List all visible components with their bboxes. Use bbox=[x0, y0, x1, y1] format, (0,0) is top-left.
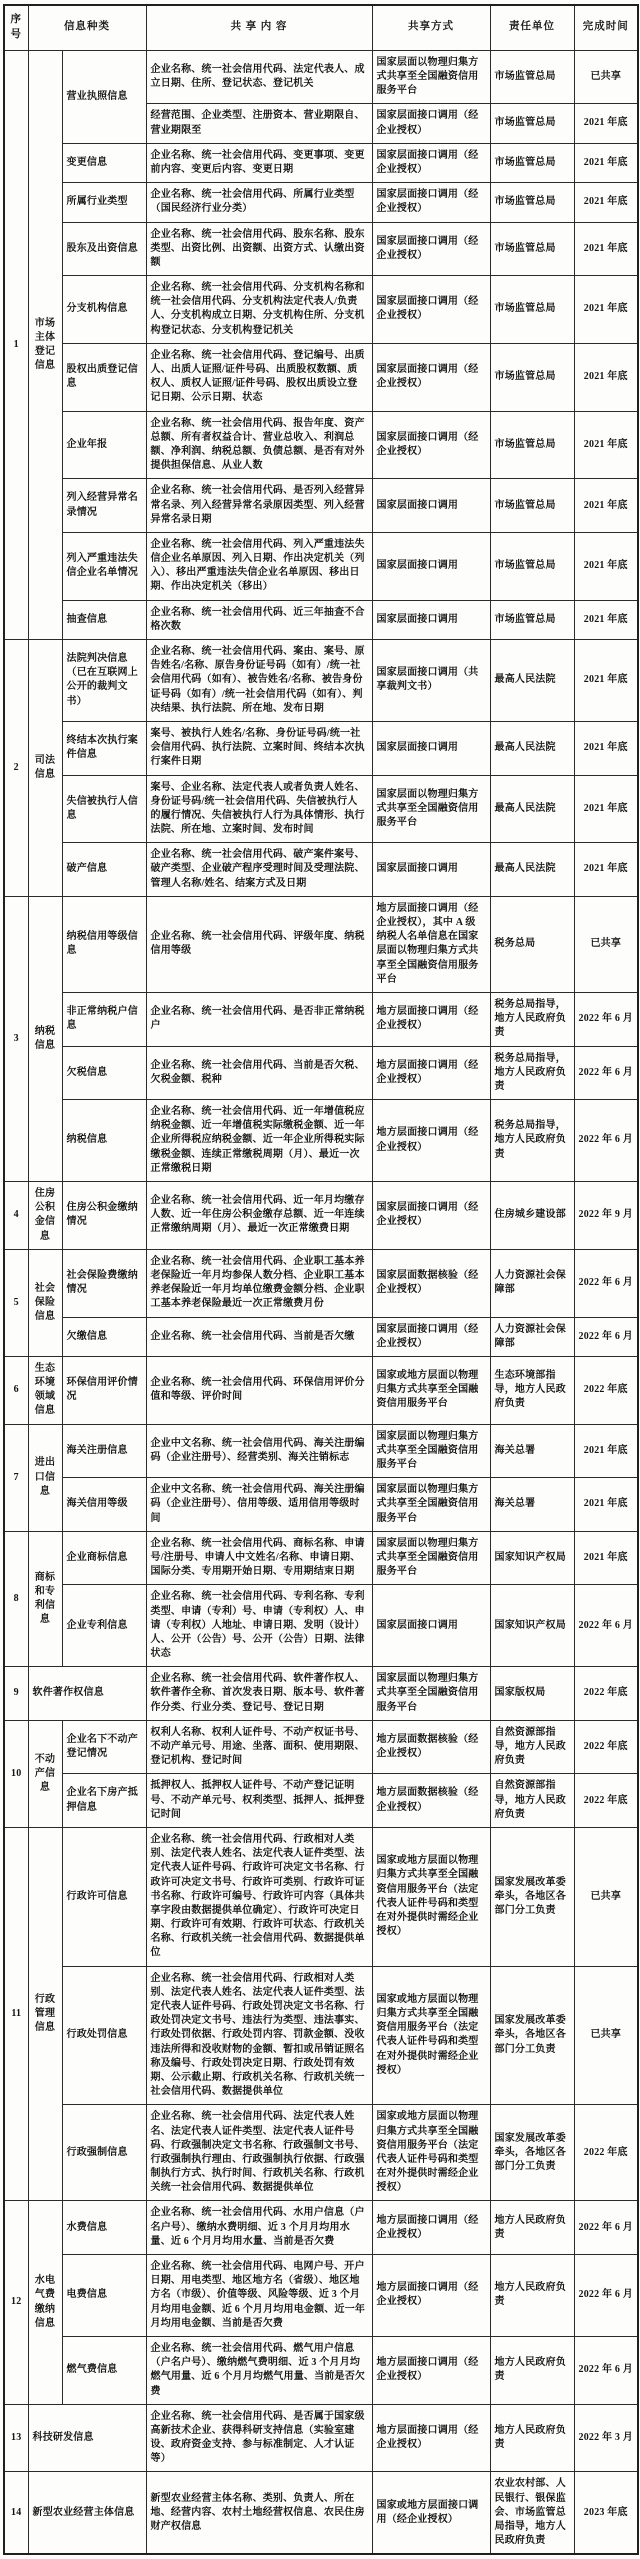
sharing-method-cell: 国家层面接口调用（经企业授权） bbox=[372, 411, 490, 479]
sharing-method-cell: 地方层面接口调用（经企业授权） bbox=[372, 1100, 490, 1182]
info-category-group-label: 社会保险信息 bbox=[28, 1249, 62, 1356]
info-type-label: 法院判决信息（已在互联网上公开的裁判文书） bbox=[62, 640, 146, 722]
info-type-label: 社会保险费缴纳情况 bbox=[62, 1249, 146, 1317]
completion-time-cell: 2022 年底 bbox=[574, 1720, 638, 1774]
table-row bbox=[4, 2336, 638, 2404]
row-serial-number: 13 bbox=[4, 2404, 28, 2472]
shared-content-cell: 企业名称、统一社会信用代码、评级年度、纳税信用等级 bbox=[146, 896, 372, 992]
shared-content-cell: 抵押权人、抵押权人证件号、不动产登记证明号、不动产单元号、权利类型、抵押人、抵押登记时间 bbox=[146, 1774, 372, 1828]
table-row bbox=[4, 2472, 638, 2554]
responsible-unit-cell: 地方人民政府负责 bbox=[490, 2255, 574, 2337]
responsible-unit-cell: 国家知识产权局 bbox=[490, 1531, 574, 1585]
table-row bbox=[4, 343, 638, 411]
table-row bbox=[4, 276, 638, 344]
completion-time-cell: 2021 年底 bbox=[574, 640, 638, 722]
completion-time-cell: 2022 年 9 月 bbox=[574, 1182, 638, 1250]
sharing-method-cell: 国家层面接口调用（经企业授权） bbox=[372, 104, 490, 143]
table-row bbox=[4, 1249, 638, 1317]
info-type-label: 股权出质登记信息 bbox=[62, 343, 146, 411]
table-row bbox=[4, 992, 638, 1046]
sharing-method-cell: 国家层面接口调用（经企业授权） bbox=[372, 343, 490, 411]
info-sharing-table bbox=[3, 4, 639, 2555]
sharing-method-cell: 地方层面接口调用（经企业授权） bbox=[372, 2201, 490, 2255]
info-category-group-label: 纳税信息 bbox=[28, 896, 62, 1181]
completion-time-cell: 2021 年底 bbox=[574, 143, 638, 182]
shared-content-cell: 企业名称、统一社会信用代码、当前是否欠缴 bbox=[146, 1317, 372, 1356]
completion-time-cell: 2021 年底 bbox=[574, 532, 638, 600]
completion-time-cell: 2022 年底 bbox=[574, 1356, 638, 1424]
row-serial-number: 12 bbox=[4, 2201, 28, 2404]
sharing-method-cell: 国家层面接口调用（经企业授权） bbox=[372, 1317, 490, 1356]
sharing-method-cell: 国家或地方层面接口调用（经企业授权） bbox=[372, 2472, 490, 2554]
table-row bbox=[4, 896, 638, 992]
table-row bbox=[4, 1478, 638, 1532]
completion-time-cell: 2021 年底 bbox=[574, 343, 638, 411]
shared-content-cell: 企业名称、统一社会信用代码、行政相对人类别、法定代表人姓名、法定代表人证件类型、法定代表人证件号码、行政许可决定文书名称、行政许可决定文书号、行政许可类别、行政许可证书名称、行政许可编号、行政许可内容（具体共享字段由数据提供单位确定）、行政许可决定日期、行政许可有效期、行政许可状态、行政机关名称、行政机关统一社会信用代码、数据提供单位 bbox=[146, 1827, 372, 1966]
responsible-unit-cell: 市场监管总局 bbox=[490, 600, 574, 639]
sharing-method-cell: 国家层面以物理归集方式共享至全国融资信用服务平台 bbox=[372, 1531, 490, 1585]
info-type-label: 破产信息 bbox=[62, 843, 146, 897]
info-category-group-label: 住房公积金信息 bbox=[28, 1182, 62, 1250]
info-category-group-label: 生态环境领域信息 bbox=[28, 1356, 62, 1424]
sharing-method-cell: 国家层面数据核验（经企业授权） bbox=[372, 1249, 490, 1317]
sharing-method-cell: 国家层面以物理归集方式共享至全国融资信用服务平台 bbox=[372, 1667, 490, 1721]
responsible-unit-cell: 海关总署 bbox=[490, 1424, 574, 1478]
sharing-method-cell: 地方层面接口调用（经企业授权） bbox=[372, 2404, 490, 2472]
responsible-unit-cell: 地方人民政府负责 bbox=[490, 2336, 574, 2404]
shared-content-cell: 企业名称、统一社会信用代码、企业职工基本养老保险近一年月均参保人数分档、企业职工基本养老保险近一年月均单位缴费金额分档、企业职工基本养老保险最近一次正常缴费月份 bbox=[146, 1249, 372, 1317]
responsible-unit-cell: 地方人民政府负责 bbox=[490, 2201, 574, 2255]
shared-content-cell: 企业名称、统一社会信用代码、环保信用评价分值和等级、评价时间 bbox=[146, 1356, 372, 1424]
row-serial-number: 9 bbox=[4, 1667, 28, 1721]
completion-time-cell: 2022 年 6 月 bbox=[574, 1100, 638, 1182]
shared-content-cell: 企业中文名称、统一社会信用代码、海关注册编码（企业注册号）、经营类别、海关注销标志 bbox=[146, 1424, 372, 1478]
completion-time-cell: 2021 年底 bbox=[574, 183, 638, 222]
info-type-label: 终结本次执行案件信息 bbox=[62, 721, 146, 775]
responsible-unit-cell: 税务总局指导，地方人民政府负责 bbox=[490, 992, 574, 1046]
table-row bbox=[4, 600, 638, 639]
table-row bbox=[4, 479, 638, 533]
info-type-label: 海关注册信息 bbox=[62, 1424, 146, 1478]
responsible-unit-cell: 市场监管总局 bbox=[490, 104, 574, 143]
responsible-unit-cell: 地方人民政府负责 bbox=[490, 2404, 574, 2472]
sharing-method-cell: 国家或地方层面以物理归集方式共享至全国融资信用服务平台（法定代表人证件号码和类型在对外提供时需经企业授权） bbox=[372, 1827, 490, 1966]
completion-time-cell: 已共享 bbox=[574, 1827, 638, 1966]
responsible-unit-cell: 生态环境部指导，地方人民政府负责 bbox=[490, 1356, 574, 1424]
completion-time-cell: 已共享 bbox=[574, 896, 638, 992]
info-type-label: 企业商标信息 bbox=[62, 1531, 146, 1585]
sharing-method-cell: 国家层面接口调用 bbox=[372, 532, 490, 600]
info-type-label: 环保信用评价情况 bbox=[62, 1356, 146, 1424]
table-row bbox=[4, 1046, 638, 1100]
completion-time-cell: 2022 年 6 月 bbox=[574, 1249, 638, 1317]
responsible-unit-cell: 市场监管总局 bbox=[490, 183, 574, 222]
info-type-label: 水费信息 bbox=[62, 2201, 146, 2255]
sharing-method-cell: 国家或地方层面以物理归集方式共享至全国融资信用服务平台（法定代表人证件号码和类型在对外提供时需经企业授权） bbox=[372, 1966, 490, 2105]
responsible-unit-cell: 市场监管总局 bbox=[490, 222, 574, 276]
shared-content-cell: 企业名称、统一社会信用代码、是否列入经营异常名录、列入经营异常名录原因类型、列入经营异常名录日期 bbox=[146, 479, 372, 533]
responsible-unit-cell: 国家发展改革委牵头，各地区各部门分工负责 bbox=[490, 1966, 574, 2105]
sharing-method-cell: 地方层面接口调用（经企业授权） bbox=[372, 2336, 490, 2404]
responsible-unit-cell: 税务总局 bbox=[490, 896, 574, 992]
row-serial-number: 4 bbox=[4, 1182, 28, 1250]
shared-content-cell: 企业名称、统一社会信用代码、法定代表人姓名、法定代表人证件类型、法定代表人证件号码、行政强制决定文书名称、行政强制文书号、行政强制执行理由、行政强制执行依据、行政强制执行方式、执行时间、行政机关名称、行政机关统一社会信用代码、数据提供单位 bbox=[146, 2105, 372, 2201]
table-row bbox=[4, 1182, 638, 1250]
responsible-unit-cell: 自然资源部指导，地方人民政府负责 bbox=[490, 1774, 574, 1828]
completion-time-cell: 2022 年底 bbox=[574, 2105, 638, 2201]
completion-time-cell: 2022 年 6 月 bbox=[574, 992, 638, 1046]
info-type-label: 行政处罚信息 bbox=[62, 1966, 146, 2105]
shared-content-cell: 企业名称、统一社会信用代码、案由、案号、原告姓名/名称、原告身份证号码（如有）/统一社会信用代码（如有）、被告姓名/名称、被告身份证号码（如有）/统一社会信用代码（如有）、判决结果、执行法院、所在地、发布日期 bbox=[146, 640, 372, 722]
responsible-unit-cell: 最高人民法院 bbox=[490, 775, 574, 843]
completion-time-cell: 2021 年底 bbox=[574, 104, 638, 143]
shared-content-cell: 权利人名称、权利人证件号、不动产权证书号、不动产单元号、用途、坐落、面积、使用期限、登记机构、登记时间 bbox=[146, 1720, 372, 1774]
responsible-unit-cell: 农业农村部、人民银行、银保监会、市场监管总局指导，地方人民政府负责 bbox=[490, 2472, 574, 2554]
responsible-unit-cell: 市场监管总局 bbox=[490, 276, 574, 344]
completion-time-cell: 2021 年底 bbox=[574, 1424, 638, 1478]
row-serial-number: 7 bbox=[4, 1424, 28, 1531]
responsible-unit-cell: 人力资源社会保障部 bbox=[490, 1249, 574, 1317]
row-serial-number: 5 bbox=[4, 1249, 28, 1356]
header-shared-content: 共 享 内 容 bbox=[146, 5, 372, 50]
shared-content-cell: 企业名称、统一社会信用代码、当前是否欠税、欠税金额、税种 bbox=[146, 1046, 372, 1100]
shared-content-cell: 企业名称、统一社会信用代码、法定代表人、成立日期、住所、登记状态、登记机关 bbox=[146, 50, 372, 104]
completion-time-cell: 2021 年底 bbox=[574, 721, 638, 775]
sharing-method-cell: 地方层面数据核验（经企业授权） bbox=[372, 1774, 490, 1828]
table-row bbox=[4, 2201, 638, 2255]
table-row bbox=[4, 1100, 638, 1182]
sharing-method-cell: 地方层面数据核验（经企业授权） bbox=[372, 1720, 490, 1774]
completion-time-cell: 2022 年 6 月 bbox=[574, 1046, 638, 1100]
table-row bbox=[4, 2105, 638, 2201]
shared-content-cell: 企业名称、统一社会信用代码、商标名称、申请号/注册号、申请人中文姓名/名称、申请日期、国际分类、专用期开始日期、专用期结束日期 bbox=[146, 1531, 372, 1585]
info-type-label: 行政强制信息 bbox=[62, 2105, 146, 2201]
completion-time-cell: 2023 年底 bbox=[574, 2472, 638, 2554]
info-type-label: 海关信用等级 bbox=[62, 1478, 146, 1532]
header-responsible-unit: 责任单位 bbox=[490, 5, 574, 50]
completion-time-cell: 2021 年底 bbox=[574, 600, 638, 639]
table-row bbox=[4, 222, 638, 276]
table-row bbox=[4, 1827, 638, 1966]
table-row bbox=[4, 1720, 638, 1774]
info-type-label: 住房公积金缴纳情况 bbox=[62, 1182, 146, 1250]
completion-time-cell: 2022 年 6 月 bbox=[574, 1585, 638, 1667]
shared-content-cell: 企业名称、统一社会信用代码、登记编号、出质人、出质人证照/证件号码、出质股权数额、质权人、质权人证照/证件号码、股权出质设立登记日期、公示日期、状态 bbox=[146, 343, 372, 411]
responsible-unit-cell: 市场监管总局 bbox=[490, 479, 574, 533]
table-row bbox=[4, 1774, 638, 1828]
info-type-label: 企业年报 bbox=[62, 411, 146, 479]
shared-content-cell: 企业名称、统一社会信用代码、专利名称、专利类型、申请（专利）号、申请（专利权）人、申请（专利权）人地址、申请日期、发明（设计）人、公开（公告）号、公开（公告）日期、法律状态 bbox=[146, 1585, 372, 1667]
row-serial-number: 1 bbox=[4, 50, 28, 639]
completion-time-cell: 2022 年 6 月 bbox=[574, 2201, 638, 2255]
responsible-unit-cell: 最高人民法院 bbox=[490, 640, 574, 722]
completion-time-cell: 2021 年底 bbox=[574, 775, 638, 843]
table-row bbox=[4, 1966, 638, 2105]
completion-time-cell: 2021 年底 bbox=[574, 479, 638, 533]
table-row bbox=[4, 1317, 638, 1356]
shared-content-cell: 案号、被执行人姓名/名称、身份证号码/统一社会信用代码、执行法院、立案时间、终结本次执行案件日期 bbox=[146, 721, 372, 775]
shared-content-cell: 企业名称、统一社会信用代码、近一年月均缴存人数、近一年住房公积金缴存总额、近一年连续正常缴纳周期（月）、最近一次正常缴费日期 bbox=[146, 1182, 372, 1250]
sharing-method-cell: 地方层面接口调用（经企业授权） bbox=[372, 992, 490, 1046]
completion-time-cell: 2021 年底 bbox=[574, 1531, 638, 1585]
responsible-unit-cell: 国家知识产权局 bbox=[490, 1585, 574, 1667]
shared-content-cell: 企业名称、统一社会信用代码、软件著作权人、软件著作全称、首次发表日期、版本号、软件著作分类、行业分类、登记号、登记日期 bbox=[146, 1667, 372, 1721]
table-row bbox=[4, 143, 638, 182]
info-type-label: 行政许可信息 bbox=[62, 1827, 146, 1966]
info-category-group-label: 司法信息 bbox=[28, 640, 62, 897]
sharing-method-cell: 国家层面以物理归集方式共享至全国融资信用服务平台 bbox=[372, 1478, 490, 1532]
info-type-label: 企业专利信息 bbox=[62, 1585, 146, 1667]
shared-content-cell: 企业名称、统一社会信用代码、变更事项、变更前内容、变更后内容、变更日期 bbox=[146, 143, 372, 182]
shared-content-cell: 企业名称、统一社会信用代码、是否属于国家级高新技术企业、获得科研支持信息（实验室建设、政府资金支持、参与标准制定、人才认证等） bbox=[146, 2404, 372, 2472]
sharing-method-cell: 国家层面接口调用（共享裁判文书） bbox=[372, 640, 490, 722]
info-type-label: 企业名下不动产登记情况 bbox=[62, 1720, 146, 1774]
info-type-label: 欠税信息 bbox=[62, 1046, 146, 1100]
sharing-method-cell: 地方层面接口调用（经企业授权） bbox=[372, 2255, 490, 2337]
completion-time-cell: 2022 年 6 月 bbox=[574, 1317, 638, 1356]
info-category-merged-label: 软件著作权信息 bbox=[28, 1667, 146, 1721]
sharing-method-cell: 国家层面以物理归集方式共享至全国融资信用服务平台 bbox=[372, 775, 490, 843]
shared-content-cell: 企业名称、统一社会信用代码、水用户信息（户名户号）、缴纳水费明细、近 3 个月月均用水量、近 6 个月月均用水量、当前是否欠费 bbox=[146, 2201, 372, 2255]
info-type-label: 企业名下房产抵押信息 bbox=[62, 1774, 146, 1828]
table-row bbox=[4, 1531, 638, 1585]
shared-content-cell: 企业名称、统一社会信用代码、近三年抽查不合格次数 bbox=[146, 600, 372, 639]
info-type-label: 列入严重违法失信企业名单情况 bbox=[62, 532, 146, 600]
info-type-label: 列入经营异常名录情况 bbox=[62, 479, 146, 533]
info-category-group-label: 行政管理信息 bbox=[28, 1827, 62, 2201]
row-serial-number: 3 bbox=[4, 896, 28, 1181]
sharing-method-cell: 国家层面接口调用（经企业授权） bbox=[372, 1182, 490, 1250]
completion-time-cell: 2021 年底 bbox=[574, 222, 638, 276]
sharing-method-cell: 国家层面接口调用（经企业授权） bbox=[372, 183, 490, 222]
shared-content-cell: 企业名称、统一社会信用代码、分支机构名称和统一社会信用代码、分支机构法定代表人/负责人、分支机构成立日期、分支机构住所、分支机构登记状态、分支机构登记机关 bbox=[146, 276, 372, 344]
responsible-unit-cell: 住房城乡建设部 bbox=[490, 1182, 574, 1250]
table-row bbox=[4, 1356, 638, 1424]
info-category-merged-label: 新型农业经营主体信息 bbox=[28, 2472, 146, 2554]
shared-content-cell: 企业名称、统一社会信用代码、燃气用户信息（户名户号）、缴纳燃气费明细、近 3 个月月均燃气用量、近 6 个月月均燃气用量、当前是否欠费 bbox=[146, 2336, 372, 2404]
row-serial-number: 2 bbox=[4, 640, 28, 897]
shared-content-cell: 新型农业经营主体名称、类别、负责人、所在地、经营内容、农村土地经营权信息、农民住房财产权信息 bbox=[146, 2472, 372, 2554]
sharing-method-cell: 国家层面接口调用（经企业授权） bbox=[372, 143, 490, 182]
table-row bbox=[4, 721, 638, 775]
row-serial-number: 11 bbox=[4, 1827, 28, 2201]
shared-content-cell: 企业名称、统一社会信用代码、股东名称、股东类型、出资比例、出资额、出资方式、认缴出资额 bbox=[146, 222, 372, 276]
row-serial-number: 6 bbox=[4, 1356, 28, 1424]
header-serial-number: 序号 bbox=[4, 5, 28, 50]
table-row bbox=[4, 411, 638, 479]
table-header-row bbox=[4, 5, 638, 50]
table-row bbox=[4, 1585, 638, 1667]
sharing-method-cell: 地方层面接口调用（经企业授权） bbox=[372, 1046, 490, 1100]
header-sharing-method: 共享方式 bbox=[372, 5, 490, 50]
shared-content-cell: 企业名称、统一社会信用代码、行政相对人类别、法定代表人姓名、法定代表人证件类型、法定代表人证件号码、行政处罚决定文书名称、行政处罚决定文书号、违法行为类型、违法事实、行政处罚依据、行政处罚内容、罚款金额、没收违法所得和没收财物的金额、暂扣或吊销证照名称及编号、行政处罚决定日期、行政处罚有效期、公示截止期、行政机关名称、行政机关统一社会信用代码、数据提供单位 bbox=[146, 1966, 372, 2105]
table-row bbox=[4, 50, 638, 104]
sharing-method-cell: 国家层面接口调用 bbox=[372, 1585, 490, 1667]
responsible-unit-cell: 税务总局指导，地方人民政府负责 bbox=[490, 1046, 574, 1100]
shared-content-cell: 企业名称、统一社会信用代码、是否非正常纳税户 bbox=[146, 992, 372, 1046]
table-row bbox=[4, 640, 638, 722]
completion-time-cell: 已共享 bbox=[574, 1966, 638, 2105]
responsible-unit-cell: 市场监管总局 bbox=[490, 50, 574, 104]
sharing-method-cell: 国家层面接口调用 bbox=[372, 721, 490, 775]
info-category-group-label: 不动产信息 bbox=[28, 1720, 62, 1827]
sharing-method-cell: 国家层面接口调用（经企业授权） bbox=[372, 222, 490, 276]
completion-time-cell: 2022 年 6 月 bbox=[574, 2336, 638, 2404]
row-serial-number: 14 bbox=[4, 2472, 28, 2554]
completion-time-cell: 2021 年底 bbox=[574, 276, 638, 344]
shared-content-cell: 企业中文名称、统一社会信用代码、海关注册编码（企业注册号）、信用等级、适用信用等级时间 bbox=[146, 1478, 372, 1532]
sharing-method-cell: 国家层面接口调用（经企业授权） bbox=[372, 276, 490, 344]
info-type-label: 燃气费信息 bbox=[62, 2336, 146, 2404]
completion-time-cell: 2022 年底 bbox=[574, 1774, 638, 1828]
table-body bbox=[4, 50, 638, 2554]
table-row bbox=[4, 2255, 638, 2337]
completion-time-cell: 2021 年底 bbox=[574, 1478, 638, 1532]
row-serial-number: 10 bbox=[4, 1720, 28, 1827]
responsible-unit-cell: 海关总署 bbox=[490, 1478, 574, 1532]
sharing-method-cell: 国家层面以物理归集方式共享至全国融资信用服务平台 bbox=[372, 50, 490, 104]
info-type-label: 抽查信息 bbox=[62, 600, 146, 639]
info-category-group-label: 商标和专利信息 bbox=[28, 1531, 62, 1667]
shared-content-cell: 企业名称、统一社会信用代码、破产案件案号、破产类型、企业破产程序受理时间及受理法院、管理人名称/姓名、结案方式及日期 bbox=[146, 843, 372, 897]
sharing-method-cell: 国家层面接口调用 bbox=[372, 843, 490, 897]
completion-time-cell: 2022 年 3 月 bbox=[574, 2404, 638, 2472]
header-info-category: 信息种类 bbox=[28, 5, 146, 50]
row-serial-number: 8 bbox=[4, 1531, 28, 1667]
shared-content-cell: 企业名称、统一社会信用代码、近一年增值税应纳税金额、近一年增值税实际缴税金额、近一年企业所得税应纳税金额、近一年企业所得税实际缴税金额、连续正常缴税周期（月）、最近一次正常缴税日期 bbox=[146, 1100, 372, 1182]
shared-content-cell: 案号、企业名称、法定代表人或者负责人姓名、身份证号码/统一社会信用代码、失信被执行人的履行情况、失信被执行人行为具体情形、执行法院、所在地、立案时间、发布时间 bbox=[146, 775, 372, 843]
completion-time-cell: 2022 年底 bbox=[574, 1667, 638, 1721]
info-type-label: 非正常纳税户信息 bbox=[62, 992, 146, 1046]
responsible-unit-cell: 市场监管总局 bbox=[490, 411, 574, 479]
info-type-label: 分支机构信息 bbox=[62, 276, 146, 344]
table-row bbox=[4, 2404, 638, 2472]
responsible-unit-cell: 最高人民法院 bbox=[490, 843, 574, 897]
responsible-unit-cell: 国家发展改革委牵头，各地区各部门分工负责 bbox=[490, 1827, 574, 1966]
shared-content-cell: 企业名称、统一社会信用代码、报告年度、资产总额、所有者权益合计、营业总收入、利润总额、净利润、纳税总额、负债总额、是否有对外提供担保信息、从业人数 bbox=[146, 411, 372, 479]
sharing-method-cell: 国家层面接口调用 bbox=[372, 479, 490, 533]
info-type-label: 纳税信用等级信息 bbox=[62, 896, 146, 992]
completion-time-cell: 2022 年 6 月 bbox=[574, 2255, 638, 2337]
responsible-unit-cell: 税务总局指导，地方人民政府负责 bbox=[490, 1100, 574, 1182]
info-type-label: 股东及出资信息 bbox=[62, 222, 146, 276]
responsible-unit-cell: 人力资源社会保障部 bbox=[490, 1317, 574, 1356]
responsible-unit-cell: 市场监管总局 bbox=[490, 143, 574, 182]
table-row bbox=[4, 1424, 638, 1478]
shared-content-cell: 企业名称、统一社会信用代码、所属行业类型（国民经济行业分类） bbox=[146, 183, 372, 222]
completion-time-cell: 已共享 bbox=[574, 50, 638, 104]
sharing-method-cell: 国家层面以物理归集方式共享至全国融资信用服务平台 bbox=[372, 1424, 490, 1478]
table-row bbox=[4, 532, 638, 600]
info-type-label: 变更信息 bbox=[62, 143, 146, 182]
info-type-label: 欠缴信息 bbox=[62, 1317, 146, 1356]
completion-time-cell: 2021 年底 bbox=[574, 843, 638, 897]
shared-content-cell: 经营范围、企业类型、注册资本、营业期限自、营业期限至 bbox=[146, 104, 372, 143]
responsible-unit-cell: 国家发展改革委牵头，各地区各部门分工负责 bbox=[490, 2105, 574, 2201]
responsible-unit-cell: 自然资源部指导，地方人民政府负责 bbox=[490, 1720, 574, 1774]
completion-time-cell: 2021 年底 bbox=[574, 411, 638, 479]
responsible-unit-cell: 市场监管总局 bbox=[490, 532, 574, 600]
header-completion-time: 完成时间 bbox=[574, 5, 638, 50]
shared-content-cell: 企业名称、统一社会信用代码、列入严重违法失信企业名单原因、列入日期、作出决定机关（列入）、移出严重违法失信企业名单原因、移出日期、作出决定机关（移出） bbox=[146, 532, 372, 600]
sharing-method-cell: 地方层面接口调用（经企业授权），其中 A 级纳税人名单信息在国家层面以物理归集方式共享至全国融资信用服务平台 bbox=[372, 896, 490, 992]
info-type-label: 电费信息 bbox=[62, 2255, 146, 2337]
shared-content-cell: 企业名称、统一社会信用代码、电网户号、开户日期、用电类型、地区地方名（省级）、地区地方名（市级）、价值等级、风险等级、近 3 个月月均用电金额、近 6 个月月均用电金额、近一年月均用电金额、当前是否欠费 bbox=[146, 2255, 372, 2337]
info-type-label: 营业执照信息 bbox=[62, 50, 146, 143]
responsible-unit-cell: 国家版权局 bbox=[490, 1667, 574, 1721]
table-row bbox=[4, 1667, 638, 1721]
sharing-method-cell: 国家或地方层面以物理归集方式共享至全国融资信用服务平台（法定代表人证件号码和类型在对外提供时需经企业授权） bbox=[372, 2105, 490, 2201]
responsible-unit-cell: 最高人民法院 bbox=[490, 721, 574, 775]
info-category-group-label: 水电气费缴纳信息 bbox=[28, 2201, 62, 2404]
info-type-label: 纳税信息 bbox=[62, 1100, 146, 1182]
responsible-unit-cell: 市场监管总局 bbox=[490, 343, 574, 411]
info-category-group-label: 进出口信息 bbox=[28, 1424, 62, 1531]
table-row bbox=[4, 183, 638, 222]
info-type-label: 失信被执行人信息 bbox=[62, 775, 146, 843]
sharing-method-cell: 国家或地方层面以物理归集方式共享至全国融资信用服务平台 bbox=[372, 1356, 490, 1424]
sharing-method-cell: 国家层面接口调用 bbox=[372, 600, 490, 639]
info-category-group-label: 市场主体登记信息 bbox=[28, 50, 62, 639]
table-row bbox=[4, 775, 638, 843]
table-row bbox=[4, 843, 638, 897]
info-type-label: 所属行业类型 bbox=[62, 183, 146, 222]
info-category-merged-label: 科技研发信息 bbox=[28, 2404, 146, 2472]
